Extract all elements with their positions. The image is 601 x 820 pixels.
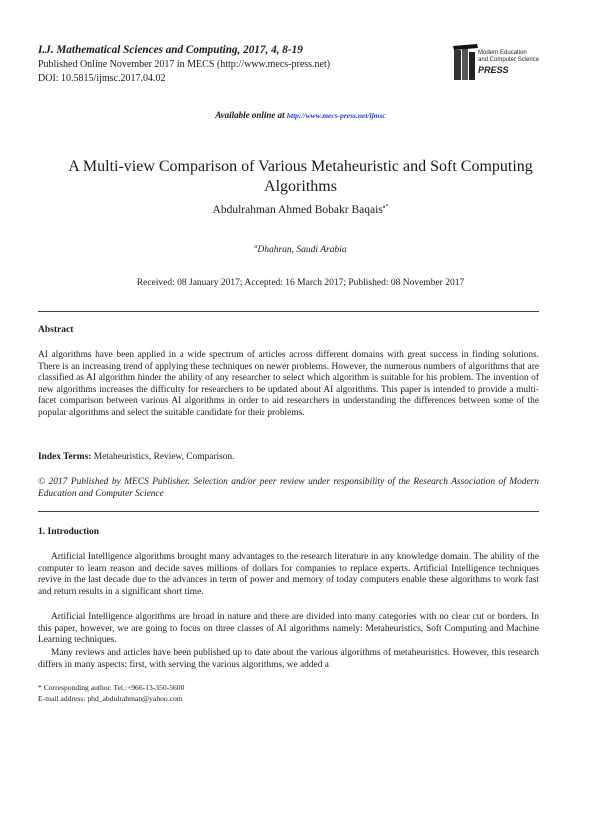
affiliation: Dhahran, Saudi Arabia bbox=[257, 245, 347, 256]
author-name: Abdulrahman Ahmed Bobakr Baqais bbox=[212, 204, 383, 216]
introduction-heading: 1. Introduction bbox=[38, 527, 100, 537]
index-terms-value: Metaheuristics, Review, Comparison. bbox=[93, 452, 235, 462]
abstract-text: AI algorithms have been applied in a wide spectrum of articles across different domains with great success in finding solutions. There is an increasing trend of applying these techniques on newer problems. However, the numerous numbers of algorithms that are classified as AI algorithm hinder the ability of any researcher to select which algorithm is suitable for his problem. The invention of new algorithms increases the difficulty for researchers to be updated about AI algorithms. This paper is intended to provide a multi-facet comparison between various AI algorithms in order to aid researchers in understanding the differences between some of the popular algorithms and select the suitable candidate for their problems. bbox=[38, 350, 539, 418]
journal-citation: I.J. Mathematical Sciences and Computing, 2017, 4, 8-19 bbox=[38, 44, 303, 56]
affiliation-line bbox=[0, 244, 601, 255]
publication-dates: Received: 08 January 2017; Accepted: 16 March 2017; Published: 08 November 2017 bbox=[136, 278, 465, 288]
author-line bbox=[0, 204, 601, 216]
logo-press: PRESS bbox=[478, 65, 509, 75]
email-footnote: E-mail address: phd_abdulrahman@yahoo.com bbox=[38, 694, 183, 703]
availability-label: Available online at bbox=[215, 110, 285, 120]
index-terms bbox=[38, 452, 539, 464]
corresponding-author-footnote: * Corresponding author. Tel.:+966-13-350-5600 bbox=[38, 683, 185, 692]
affiliation-superscript: a bbox=[254, 244, 258, 250]
logo-line-2: and Computer Science bbox=[478, 57, 540, 63]
divider-top bbox=[38, 311, 539, 312]
book-stack-icon bbox=[452, 44, 480, 84]
intro-paragraph-3: Many reviews and articles have been published up to date about the various algorithms of metaheuristics. However, this research differs in many aspects: first, with serving the various algorithms, we added a bbox=[38, 648, 539, 670]
intro-paragraph-1: Artificial Intelligence algorithms brought many advantages to the research literature in any knowledge domain. The ability of the computer to learn reason and decide saves millions of dollars for companies to replace experts. Artificial Intelligence techniques revive in the last decade due to the advances in term of power and memory of today computers enable these algorithms to work fast and return results in a significant short time. bbox=[38, 552, 539, 597]
publisher-logo bbox=[452, 40, 562, 96]
index-terms-label: Index Terms: bbox=[38, 452, 92, 462]
copyright-notice: © 2017 Published by MECS Publisher. Selection and/or peer review under responsibility of the Research Association of Modern Education and Computer Science bbox=[38, 477, 539, 499]
journal-url-link[interactable]: http://www.mecs-press.net/ijmsc bbox=[286, 111, 386, 120]
abstract-heading: Abstract bbox=[38, 325, 74, 335]
intro-paragraph-2: Artificial Intelligence algorithms are broad in nature and there are divided into many categories with no clear cut or borders. In this paper, however, we are going to focus on three classes of AI algorithms namely: Metaheuristics, Soft Computing and Machine Learning techniques. bbox=[38, 612, 539, 646]
doi: DOI: 10.5815/ijmsc.2017.04.02 bbox=[38, 73, 166, 84]
logo-line-1: Modern Education bbox=[478, 50, 527, 56]
availability-line bbox=[0, 110, 601, 120]
divider-bottom bbox=[38, 511, 539, 512]
paper-title: A Multi-view Comparison of Various Metaheuristic and Soft Computing Algorithms bbox=[68, 158, 533, 195]
author-superscript: a* bbox=[382, 204, 389, 211]
publication-info: Published Online November 2017 in MECS (http://www.mecs-press.net) bbox=[38, 59, 331, 70]
